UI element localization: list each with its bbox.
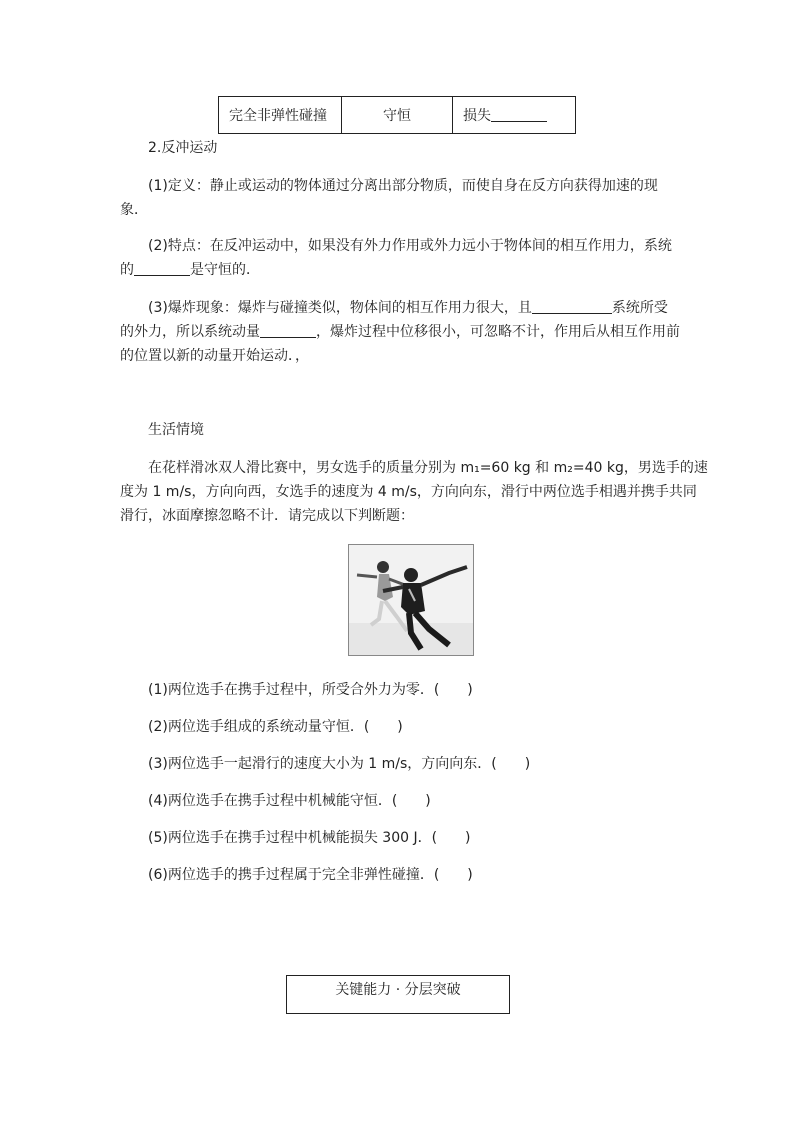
collision-summary-table bbox=[218, 96, 576, 134]
question-6: (6)两位选手的携手过程属于完全非弹性碰撞．( ) bbox=[148, 867, 473, 883]
figure-skaters-photo bbox=[348, 544, 474, 656]
feature-line-2-pre: 的 bbox=[120, 262, 134, 278]
answer-blank bbox=[532, 297, 612, 314]
question-1: (1)两位选手在携手过程中，所受合外力为零．( ) bbox=[148, 682, 473, 698]
definition-line-2: 象． bbox=[120, 202, 148, 218]
table-row bbox=[219, 97, 576, 134]
key-ability-box: 关键能力 · 分层突破 bbox=[286, 975, 510, 1014]
table-cell-collision-type: 完全非弹性碰撞 bbox=[219, 97, 342, 134]
life-para-line-3: 滑行，冰面摩擦忽略不计．请完成以下判断题： bbox=[120, 508, 414, 524]
question-2: (2)两位选手组成的系统动量守恒．( ) bbox=[148, 719, 403, 735]
explosion-line-2-post: ，爆炸过程中位移很小，可忽略不计，作用后从相互作用前 bbox=[316, 324, 680, 340]
explosion-line-1-pre: (3)爆炸现象：爆炸与碰撞类似，物体间的相互作用力很大，且 bbox=[148, 300, 532, 316]
skaters-illustration-icon bbox=[349, 545, 473, 655]
feature-line-2 bbox=[120, 256, 680, 284]
answer-blank bbox=[491, 105, 547, 122]
question-3: (3)两位选手一起滑行的速度大小为 1 m/s，方向向东．( ) bbox=[148, 756, 531, 772]
question-5: (5)两位选手在携手过程中机械能损失 300 J．( ) bbox=[148, 830, 471, 846]
section-heading: 2.反冲运动 bbox=[148, 140, 218, 156]
definition-line-1: (1)定义：静止或运动的物体通过分离出部分物质，而使自身在反方向获得加速的现 bbox=[148, 178, 658, 194]
life-para-line-2: 度为 1 m/s，方向向西，女选手的速度为 4 m/s，方向向东，滑行中两位选手相遇并携手共同 bbox=[120, 484, 697, 500]
explosion-line-3: 的位置以新的动量开始运动．， bbox=[120, 348, 309, 364]
explosion-line-2-pre: 的外力，所以系统动量 bbox=[120, 324, 260, 340]
explosion-line-1-post: 系统所受 bbox=[611, 300, 668, 316]
table-cell-momentum: 守恒 bbox=[342, 97, 453, 134]
life-heading: 生活情境 bbox=[148, 422, 204, 438]
answer-blank bbox=[134, 259, 190, 276]
feature-line-2-post: 是守恒的． bbox=[190, 262, 260, 278]
table-cell-energy bbox=[453, 97, 576, 134]
life-para-line-1: 在花样滑冰双人滑比赛中，男女选手的质量分别为 m₁=60 kg 和 m₂=40 kg，男选手的速 bbox=[148, 460, 708, 476]
table-cell-energy-label: 损失 bbox=[463, 108, 491, 124]
answer-blank bbox=[260, 321, 316, 338]
question-4: (4)两位选手在携手过程中机械能守恒．( ) bbox=[148, 793, 431, 809]
feature-line-1: (2)特点：在反冲运动中，如果没有外力作用或外力远小于物体间的相互作用力，系统 bbox=[148, 238, 672, 254]
